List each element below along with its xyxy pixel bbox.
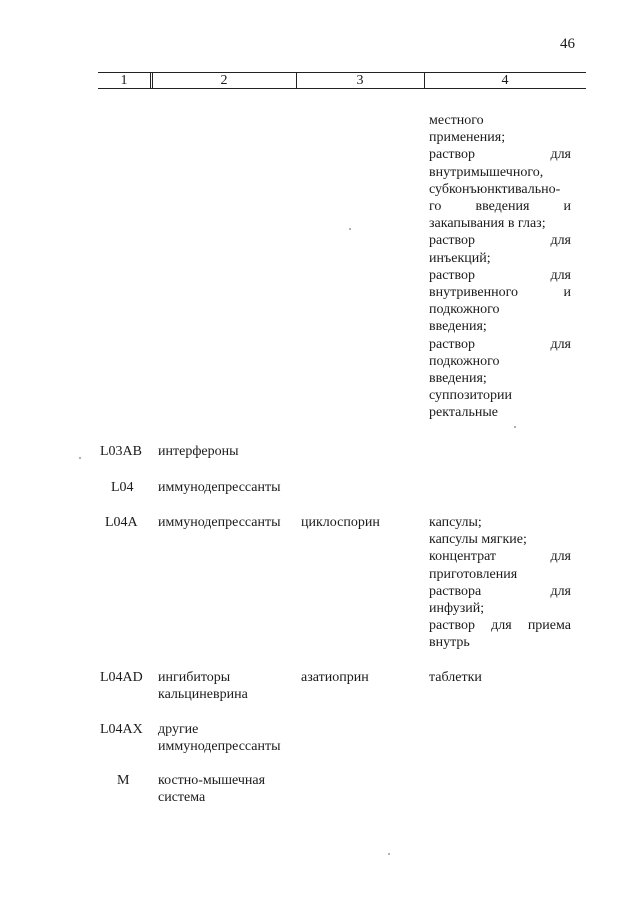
atc-code: L04AD	[100, 670, 143, 685]
header-divider	[150, 72, 151, 89]
group-name: система	[158, 790, 206, 805]
group-name: костно-мышечная	[158, 773, 266, 788]
form-line: введения;	[429, 371, 487, 387]
header-col-3: 3	[356, 73, 364, 88]
form-line: субконъюнктивально-	[429, 181, 561, 197]
scan-speck	[349, 228, 351, 230]
group-name: иммунодепрессанты	[158, 739, 281, 754]
form-line: суппозитории	[429, 388, 512, 404]
header-col-1: 1	[120, 73, 128, 88]
header-col-2: 2	[220, 73, 228, 88]
form-line: капсулы;	[429, 515, 482, 530]
form-line: инфузий;	[429, 601, 485, 617]
atc-code: L04	[111, 480, 134, 495]
atc-code: L04AX	[100, 722, 143, 737]
form-line: раствор для	[429, 267, 571, 283]
form-line: закапывания в глаз;	[429, 216, 546, 232]
form-line: раствор для	[429, 147, 571, 163]
group-name: иммунодепрессанты	[158, 480, 281, 495]
form-line: местного	[429, 113, 484, 128]
scan-speck	[79, 457, 81, 459]
form-line: введения;	[429, 319, 487, 335]
form-line: капсулы мягкие;	[429, 532, 527, 548]
scan-speck	[388, 853, 390, 855]
form-line: инъекций;	[429, 250, 491, 266]
form-line: таблетки	[429, 670, 482, 685]
group-name: ингибиторы	[158, 670, 231, 685]
drug-name: азатиоприн	[301, 670, 369, 685]
form-line: внутривенного и	[429, 285, 571, 301]
atc-code: L03AB	[100, 444, 142, 459]
form-line: внутримышечного,	[429, 164, 544, 180]
form-line: подкожного	[429, 353, 500, 369]
group-name: кальциневрина	[158, 687, 248, 702]
atc-code: M	[117, 773, 130, 788]
form-line: раствор для	[429, 336, 571, 352]
drug-name: циклоспорин	[301, 515, 380, 530]
form-line: внутрь	[429, 635, 470, 651]
dosage-forms	[429, 669, 571, 686]
page-number: 46	[560, 36, 575, 52]
form-line: ректальные	[429, 405, 498, 421]
dosage-forms	[429, 514, 571, 652]
group-name: интерфероны	[158, 444, 239, 459]
form-line: концентрат для	[429, 549, 571, 565]
form-line: приготовления	[429, 566, 518, 582]
atc-code: L04A	[105, 515, 138, 530]
form-line: раствор для приема	[429, 618, 571, 634]
group-name: другие	[158, 722, 199, 737]
column-header-row	[98, 72, 586, 88]
header-col-4: 4	[501, 73, 509, 88]
form-line: применения;	[429, 130, 506, 146]
group-name: иммунодепрессанты	[158, 515, 281, 530]
continued-dosage-forms	[429, 112, 571, 422]
form-line: раствор для	[429, 233, 571, 249]
scan-speck	[514, 426, 516, 428]
form-line: раствора для	[429, 583, 571, 599]
form-line: го введения и	[429, 199, 571, 215]
form-line: подкожного	[429, 302, 500, 318]
